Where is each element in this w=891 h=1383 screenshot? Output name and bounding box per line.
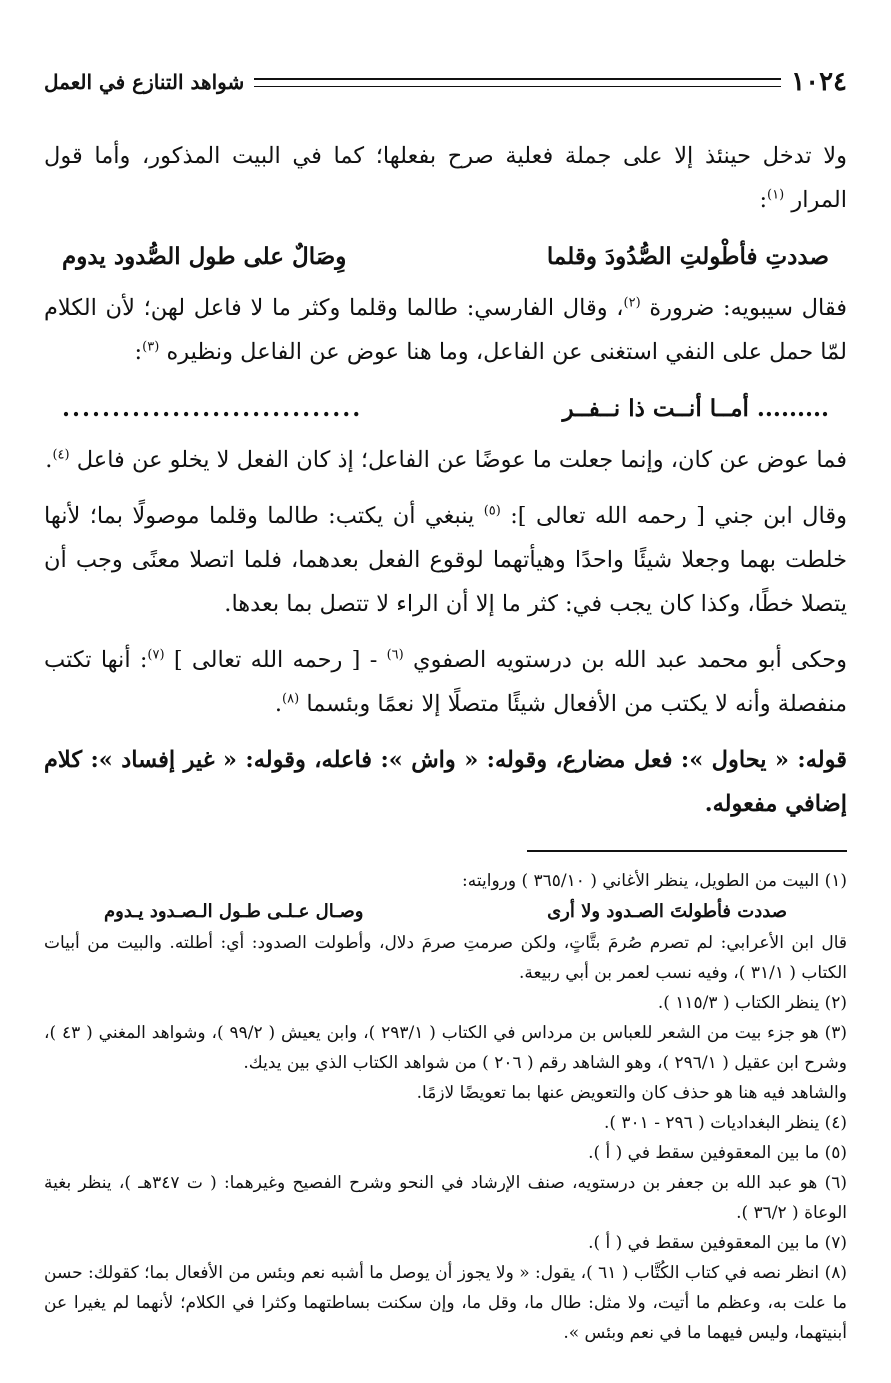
footnote-1-verse <box>104 896 787 928</box>
paragraph-6: قوله: « يحاول »: فعل مضارع، وقوله: « واش »: فاعله، وقوله: « غير إفساد »: كلام إضافي مفعوله. <box>44 747 847 817</box>
verse-2-first-hemistich: ......... أمــا أنــت ذا نــفــر <box>562 395 829 422</box>
paragraph-1-end: : <box>759 187 768 213</box>
footnote-1-verse-first: صددت فأطولتَ الصـدود ولا أرى <box>547 901 787 922</box>
paragraph-4 <box>44 494 847 626</box>
footnote-7: (٧) ما بين المعقوفين سقط في ( أ ). <box>588 1233 847 1253</box>
footnote-ref-1[interactable]: (١) <box>767 187 785 203</box>
footnote-6: (٦) هو عبد الله بن جعفر بن درستويه، صنف الإرشاد في النحو وشرح الفصيح وغيرهما: ( ت ٣٤٧هـ )، ينظر بغية الوعاة ( ٣٦/٢ ). <box>44 1173 848 1223</box>
paragraph-5-text-a: وحكى أبو محمد عبد الله بن درستويه الصفوي <box>412 647 848 673</box>
paragraph-2-end: : <box>134 339 143 365</box>
footnote-1-verse-second: وصـال عـلـى طـول الـصـدود يـدوم <box>104 901 364 922</box>
footnote-4: (٤) ينظر البغداديات ( ٢٩٦ - ٣٠١ ). <box>603 1113 847 1133</box>
header-rule <box>254 78 781 87</box>
verse-2 <box>62 386 829 432</box>
footnote-1-continuation: قال ابن الأعرابي: لم تصرم صُرمَ بتَّاتٍ، ولكن صرمتِ صرمَ دلال، وأطولت الصدود: أي: أطلته. والبيت من أبيات الكتاب ( ٣١/١ )، وفيه نسب لعمر بن أبي ربيعة. <box>44 933 847 983</box>
footnote-2: (٢) ينظر الكتاب ( ١١٥/٣ ). <box>657 993 847 1013</box>
footnote-ref-8[interactable]: (٨) <box>282 691 300 707</box>
paragraph-3 <box>44 438 847 482</box>
verse-2-second-hemistich: .............................. <box>62 395 363 422</box>
footnote-ref-4[interactable]: (٤) <box>52 447 70 463</box>
paragraph-1-text: ولا تدخل حينئذ إلا على جملة فعلية صرح بفعلها؛ كما في البيت المذكور، وأما قول المرار <box>44 143 847 213</box>
paragraph-5-end: . <box>274 691 283 717</box>
paragraph-2-text-a: فقال سيبويه: ضرورة <box>649 295 848 321</box>
footnotes <box>44 866 847 1348</box>
footnote-ref-6[interactable]: (٦) <box>386 647 404 663</box>
footnote-8: (٨) انظر نصه في كتاب الكُتَّاب ( ٦١ )، يقول: « ولا يجوز أن يوصل ما أشبه نعم وبئس من الأفعال بما؛ كقولك: حسن ما علت به، وعظم ما أتيت، ولا مثل: طال ما، وقل ما، وإن سكنت بساطتهما وكثرا في الكلام؛ لأنهما لم يغيرا عن أبنيتهما، وليس فيهما ما في نعم وبئس ». <box>44 1263 847 1343</box>
page-header <box>44 60 847 104</box>
footnote-5: (٥) ما بين المعقوفين سقط في ( أ ). <box>588 1143 847 1163</box>
footnote-3: (٣) هو جزء بيت من الشعر للعباس بن مرداس في الكتاب ( ٢٩٣/١ )، وابن يعيش ( ٩٩/٢ )، وشواهد المغني ( ٤٣ )، وشرح ابن عقيل ( ٢٩٦/١ )، وهو الشاهد رقم ( ٢٠٦ ) من شواهد الكتاب الذي بين يديك. <box>44 1023 847 1073</box>
footnote-ref-5[interactable]: (٥) <box>483 503 501 519</box>
footnote-separator <box>527 850 847 852</box>
paragraph-3-end: . <box>45 447 53 473</box>
paragraph-5-text-c: : أنها تكتب منفصلة وأنه لا يكتب من الأفعال شيئًا متصلًا إلا نعمًا وبئسما <box>44 647 847 717</box>
footnote-ref-3[interactable]: (٣) <box>142 339 160 355</box>
footnote-3-continuation: والشاهد فيه هنا هو حذف كان والتعويض عنها بما تعويضًا لازمًا. <box>416 1083 847 1103</box>
verse-1-second-hemistich: وِصَالٌ على طول الصُّدود يدوم <box>62 243 347 270</box>
paragraph-5 <box>44 638 847 726</box>
paragraph-4-text-a: وقال ابن جني [ رحمه الله تعالى ]: <box>510 503 847 529</box>
footnote-1: (١) البيت من الطويل، ينظر الأغاني ( ٣٦٥/١٠ ) وروايته: <box>462 871 847 891</box>
footnote-ref-2[interactable]: (٢) <box>623 295 641 311</box>
paragraph-4-text-b: ينبغي أن يكتب: طالما وقلما موصولًا بما؛ لأنها خلطت بهما وجعلا شيئًا واحدًا وهيأتهما لوقوع الفعل بعدهما، فلما اتصلا معنًى وجب أن يتصلا خطًا، وكذا كان يجب في: كثر ما إلا أن الراء لا تتصل بما بعدها. <box>44 503 847 617</box>
paragraph-1 <box>44 134 847 222</box>
paragraph-2-text-b: ، وقال الفارسي: طالما وقلما وكثر ما لا فاعل لهن؛ لأن الكلام لمّا حمل على النفي استغنى عن الفاعل، وما هنا عوض عن الفاعل ونظيره <box>44 295 847 365</box>
paragraph-3-text: فما عوض عن كان، وإنما جعلت ما عوضًا عن الفاعل؛ إذ كان الفعل لا يخلو عن فاعل <box>76 447 847 473</box>
paragraph-2 <box>44 286 847 374</box>
footnote-ref-7[interactable]: (٧) <box>147 647 165 663</box>
page-number: ١٠٢٤ <box>791 67 847 97</box>
main-text <box>44 134 847 826</box>
verse-1 <box>62 234 829 280</box>
paragraph-5-text-b: - [ رحمه الله تعالى ] <box>173 647 378 673</box>
verse-1-first-hemistich: صددتِ فأطْولتِ الصُّدُودَ وقلما <box>546 243 829 270</box>
running-title: شواهد التنازع في العمل <box>44 70 245 94</box>
